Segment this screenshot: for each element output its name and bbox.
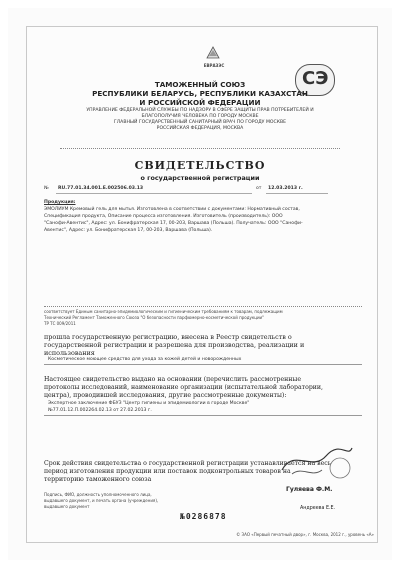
- agency-line1: УПРАВЛЕНИЕ ФЕДЕРАЛЬНОЙ СЛУЖБЫ ПО НАДЗОРУ В СФЕРЕ ЗАЩИТЫ ПРАВ ПОТРЕБИТЕЛЕЙ И: [86, 108, 314, 113]
- conformity-mark-text: СЭ: [302, 68, 329, 89]
- agency-line4: РОССИЙСКАЯ ФЕДЕРАЦИЯ, МОСКВА: [156, 126, 244, 131]
- scope-underline: [44, 364, 362, 365]
- product-label: Продукция:: [44, 200, 76, 205]
- conformity-line2: Технический Регламент Таможенного Союза "О безопасности парфюмерно-косметической продукции": [44, 315, 264, 320]
- number-label: №: [44, 186, 49, 191]
- product-line1: ЭМОЛИУМ Кремовый гель для мытья. Изготовлена в соответствии с документами: Нормативный состав,: [44, 207, 300, 212]
- validity-line3: территорию таможенного союза: [44, 476, 152, 483]
- conformity-line3: ТР ТС 009/2011: [44, 321, 76, 326]
- basis-line1: Настоящее свидетельство выдано на основании (перечислить рассмотренные: [44, 376, 302, 383]
- official-seal-icon: [278, 440, 356, 480]
- agency-line3: ГЛАВНЫЙ ГОСУДАРСТВЕННЫЙ САНИТАРНЫЙ ВРАЧ ПО ГОРОДУ МОСКВЕ: [113, 120, 287, 125]
- validity-line1: Срок действия свидетельства о государственной регистрации устанавливается на весь: [44, 460, 332, 467]
- registered-line3: использования: [44, 349, 95, 357]
- euroasec-emblem-icon: [205, 45, 221, 61]
- header-line2: РЕСПУБЛИКИ БЕЛАРУСЬ, РЕСПУБЛИКИ КАЗАХСТАН: [92, 89, 308, 98]
- footer-imprint: © ЗАО «Первый печатный двор», г. Москва, 2012 г., уровень «А»: [236, 532, 374, 537]
- certificate-subtitle: о государственной регистрации: [140, 174, 260, 182]
- basis-line3: центра), проводившей исследования, другие рассмотренные документы):: [44, 392, 287, 399]
- registered-line1: прошла государственную регистрацию, внесена в Реестр свидетельств о: [44, 333, 292, 341]
- header-line3: И РОССИЙСКОЙ ФЕДЕРАЦИИ: [139, 98, 261, 107]
- signature-name-bottom: Андреева Е.Е.: [300, 506, 336, 511]
- product-line3: "Санофи-Авентис", Адрес: ул. Бонифратерская 17, 00-203, Варшава (Польша). Получатель: ООО "Санофи-: [44, 221, 303, 226]
- basis-line2: протоколы исследований, наименование организации (испытательной лаборатории,: [44, 384, 323, 391]
- basis-underline: [44, 415, 362, 416]
- signature-line1: Подпись, ФИО, должность уполномоченного лица,: [44, 492, 152, 497]
- basis-line5: №77.01.12.П.002264.02.13 от 27.02.2013 г.: [48, 408, 152, 413]
- header-line1: ТАМОЖЕННЫЙ СОЮЗ: [154, 80, 246, 89]
- separator-dotted: [60, 148, 340, 149]
- date-underline: [266, 193, 328, 194]
- product-line4: Авентис", Адрес: ул. Бонифратерская 17, 00-203, Варшава (Польша).: [44, 228, 213, 233]
- basis-line4: Экспертное заключение ФБУЗ "Центр гигиены и эпидемиологии в городе Москве": [48, 401, 250, 406]
- separator-dotted-2: [44, 306, 362, 307]
- agency-line2: БЛАГОПОЛУЧИЯ ЧЕЛОВЕКА ПО ГОРОДУ МОСКВЕ: [141, 114, 259, 119]
- form-number: №0286878: [180, 512, 227, 521]
- registration-number: RU.77.01.34.001.Е.002506.03.13: [58, 186, 144, 191]
- conformity-line1: соответствует Единым санитарно-эпидемиологическим и гигиеническим требованиям к товарам, подлежащим: [44, 309, 283, 314]
- product-line2: Спецификация продукта, Описание процесса изготовления. Изготовитель (производитель): ООО: [44, 214, 283, 219]
- date-label: от: [256, 186, 262, 191]
- certificate-title: СВИДЕТЕЛЬСТВО: [134, 159, 266, 172]
- number-underline: [56, 193, 252, 194]
- signature-line3: выдавшего документ: [44, 504, 90, 509]
- validity-line2: период изготовления продукции или поставок подконтрольных товаров на: [44, 468, 291, 475]
- signature-line2: выдавшего документ, и печать органа (учреждения),: [44, 498, 159, 503]
- registration-date: 12.03.2013 г.: [268, 186, 303, 191]
- signature-name-top: Гуляева Ф.М.: [286, 486, 333, 493]
- registered-scope: Косметическое моющее средство для ухода за кожей детей и новорожденных: [48, 357, 242, 362]
- emblem-label: ЕВРАЗЭС: [203, 63, 225, 68]
- registered-line2: государственной регистрации и разрешена для производства, реализации и: [44, 341, 305, 349]
